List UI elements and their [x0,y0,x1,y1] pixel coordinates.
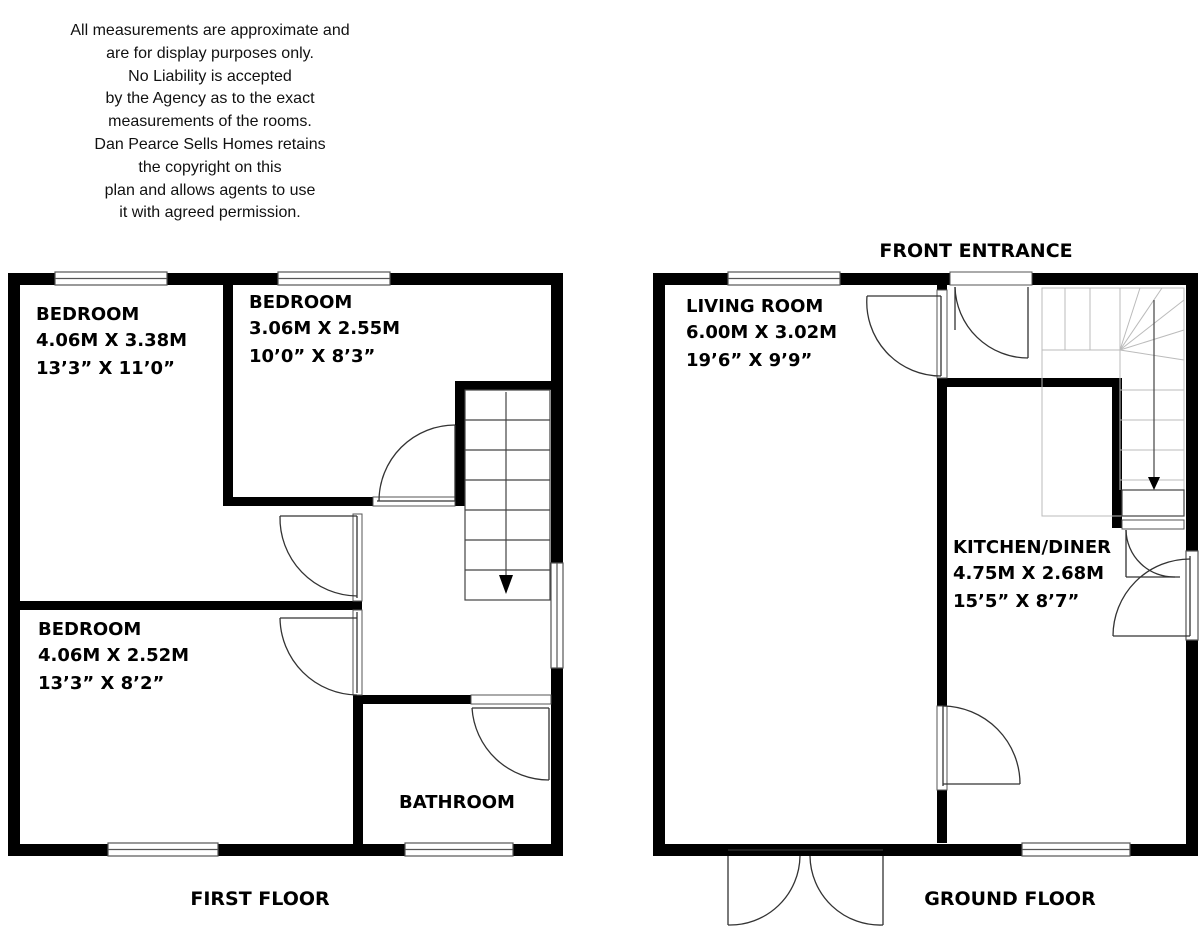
wall [937,378,1122,387]
disclaimer-line: it with agreed permission. [119,204,301,222]
wall [223,283,233,505]
room-name-kitchen: KITCHEN/DINER [953,537,1111,558]
wall [353,695,363,847]
door-bedroom-1 [280,514,362,601]
door-kitchen-from-living [937,706,1020,790]
room-size-imperial-kitchen: 15’5” X 8’7” [953,591,1080,612]
window [1186,551,1198,640]
wall [551,273,563,563]
wall [223,497,373,506]
front-entrance-label: FRONT ENTRANCE [879,240,1073,262]
wall [551,668,563,856]
stair-arrow-icon [1148,477,1160,490]
door-bedroom-3 [280,610,362,695]
room-size-imperial-bedroom-3: 13’3” X 8’2” [38,673,165,694]
room-size-imperial-bedroom-1: 13’3” X 11’0” [36,358,175,379]
disclaimer-line: Dan Pearce Sells Homes retains [94,135,326,153]
floor-title-ground: GROUND FLOOR [924,888,1096,910]
disclaimer-line: All measurements are approximate and [70,22,350,39]
room-size-imperial-bedroom-2: 10’0” X 8’3” [249,346,376,367]
stair-arrow-icon [499,575,513,594]
floor-title-first: FIRST FLOOR [190,888,330,910]
disclaimer-line: by the Agency as to the exact [105,90,315,108]
first-floor-plan [8,272,563,910]
room-name-living-room: LIVING ROOM [686,296,824,317]
door-living-room [867,290,947,378]
ground-floor-plan [653,240,1198,925]
room-size-imperial-living-room: 19’6” X 9’9” [686,350,813,371]
wall [18,601,362,610]
room-name-bedroom-1: BEDROOM [36,304,140,325]
wall [455,381,465,506]
room-size-metric-bedroom-1: 4.06M X 3.38M [36,330,188,351]
room-size-metric-bedroom-2: 3.06M X 2.55M [249,318,401,339]
room-size-metric-kitchen: 4.75M X 2.68M [953,563,1105,584]
disclaimer-line: measurements of the rooms. [108,113,312,131]
staircase [465,390,550,600]
wall [353,695,471,704]
room-name-bedroom-3: BEDROOM [38,619,142,640]
patio-doors [728,850,883,925]
door-side [1113,556,1190,636]
door-bathroom [471,695,551,780]
wall [653,273,665,856]
room-size-metric-bedroom-3: 4.06M X 2.52M [38,645,190,666]
front-door [950,272,1032,358]
disclaimer-line: No Liability is accepted [128,67,292,85]
room-size-metric-living-room: 6.00M X 3.02M [686,322,838,343]
disclaimer-line: are for display purposes only. [106,44,314,62]
wall [1186,640,1198,856]
door-bedroom-2 [373,425,455,506]
wall [8,273,20,856]
disclaimer-line: plan and allows agents to use [104,181,316,199]
wall [455,381,555,390]
room-name-bathroom: BATHROOM [399,792,515,813]
disclaimer-line: the copyright on this [138,158,282,176]
wall [1186,273,1198,551]
room-name-bedroom-2: BEDROOM [249,292,353,313]
